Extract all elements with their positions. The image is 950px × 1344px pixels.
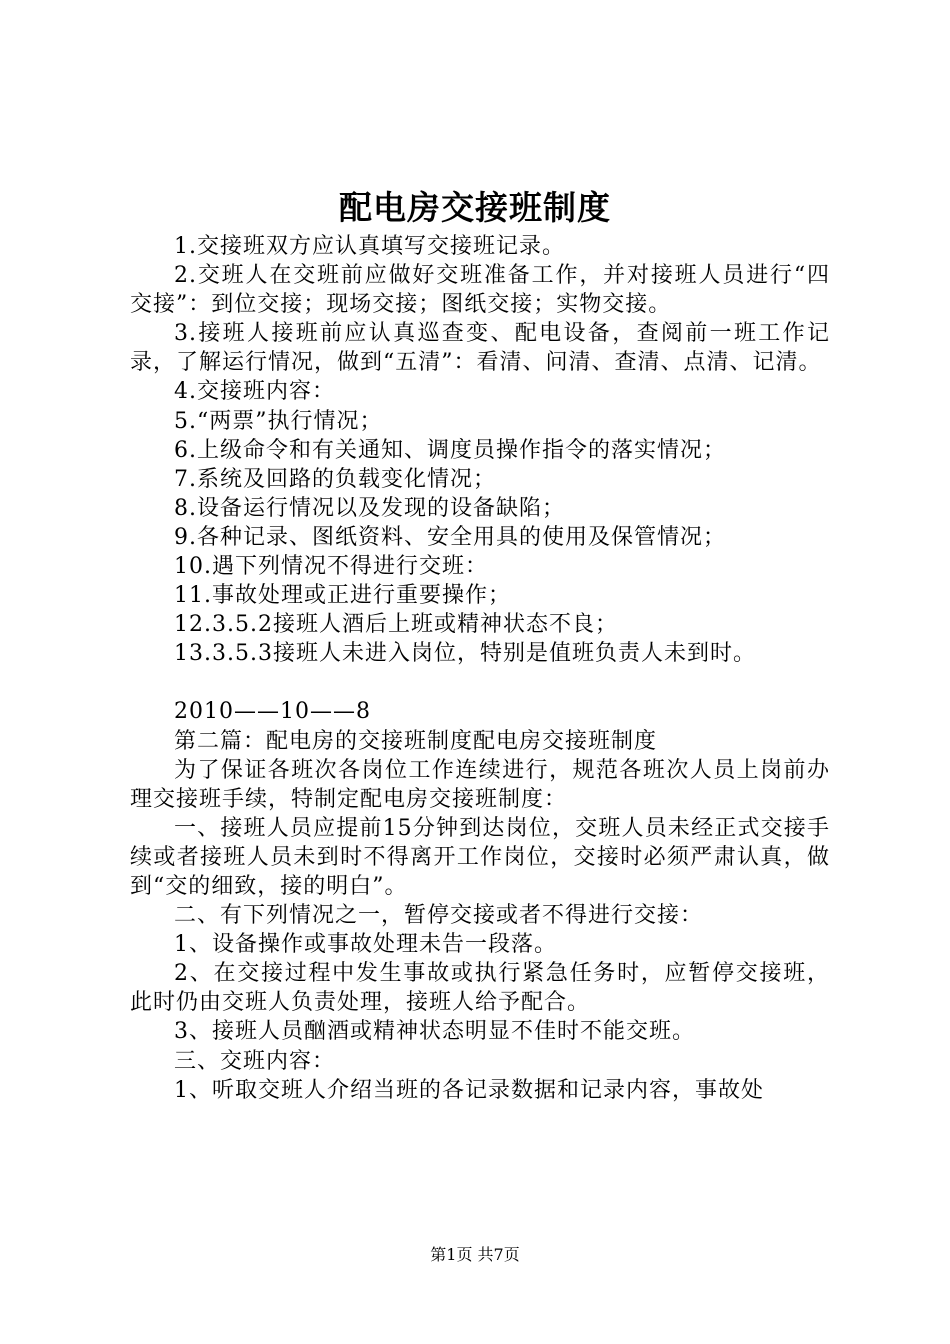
- paragraph-10: 10.遇下列情况不得进行交班：: [174, 554, 488, 580]
- paragraph-1: 1.交接班双方应认真填写交接班记录。: [174, 234, 565, 259]
- section2-paragraph-5: 2、在交接过程中发生事故或执行紧急任务时，应暂停交接班，此时仍由交班人负责处理，接班人给予配合。: [130, 961, 830, 1016]
- section2-paragraph-6: 3、接班人员酗酒或精神状态明显不佳时不能交班。: [174, 1019, 695, 1045]
- paragraph-13: 13.3.5.3接班人未进入岗位，特别是值班负责人未到时。: [174, 641, 756, 667]
- section2-paragraph-3: 二、有下列情况之一，暂停交接或者不得进行交接：: [174, 903, 704, 929]
- paragraph-6: 6.上级命令和有关通知、调度员操作指令的落实情况；: [174, 437, 726, 463]
- paragraph-12: 12.3.5.2接班人酒后上班或精神状态不良；: [174, 612, 618, 638]
- paragraph-9: 9.各种记录、图纸资料、安全用具的使用及保管情况；: [174, 524, 726, 550]
- paragraph-7: 7.系统及回路的负载变化情况；: [174, 466, 496, 492]
- paragraph-3: 3.接班人接班前应认真巡查变、配电设备，查阅前一班工作记录，了解运行情况，做到“五清”：看清、问清、查清、点清、记清。: [130, 321, 830, 376]
- section2-paragraph-7: 三、交班内容：: [174, 1048, 336, 1074]
- section2-paragraph-4: 1、设备操作或事故处理未告一段落。: [174, 932, 557, 958]
- paragraph-5: 5.“两票”执行情况；: [174, 408, 383, 434]
- paragraph-11: 11.事故处理或正进行重要操作；: [174, 583, 511, 609]
- section2-paragraph-2: 一、接班人员应提前15分钟到达岗位，交班人员未经正式交接手续或者接班人员未到时不得离开工作岗位，交接时必须严肃认真，做到“交的细致，接的明白”。: [130, 815, 830, 899]
- page-title: 配电房交接班制度: [339, 188, 611, 227]
- blank-line: [130, 668, 830, 697]
- paragraph-8: 8.设备运行情况以及发现的设备缺陷；: [174, 495, 565, 521]
- section2-heading: 第二篇：配电房的交接班制度配电房交接班制度: [174, 728, 658, 754]
- section2-paragraph-8: 1、听取交班人介绍当班的各记录数据和记录内容，事故处: [174, 1077, 764, 1103]
- page-footer: 第1页 共7页: [430, 1245, 520, 1264]
- paragraph-2: 2.交班人在交班前应做好交班准备工作，并对接班人员进行“四交接”：到位交接；现场交接；图纸交接；实物交接。: [130, 263, 830, 318]
- paragraph-4: 4.交接班内容：: [174, 379, 335, 405]
- document-body: [130, 232, 830, 1105]
- section2-paragraph-1: 为了保证各班次各岗位工作连续进行，规范各班次人员上岗前办理交接班手续，特制定配电房交接班制度：: [130, 757, 830, 812]
- date-line: 2010——10——8: [174, 699, 371, 725]
